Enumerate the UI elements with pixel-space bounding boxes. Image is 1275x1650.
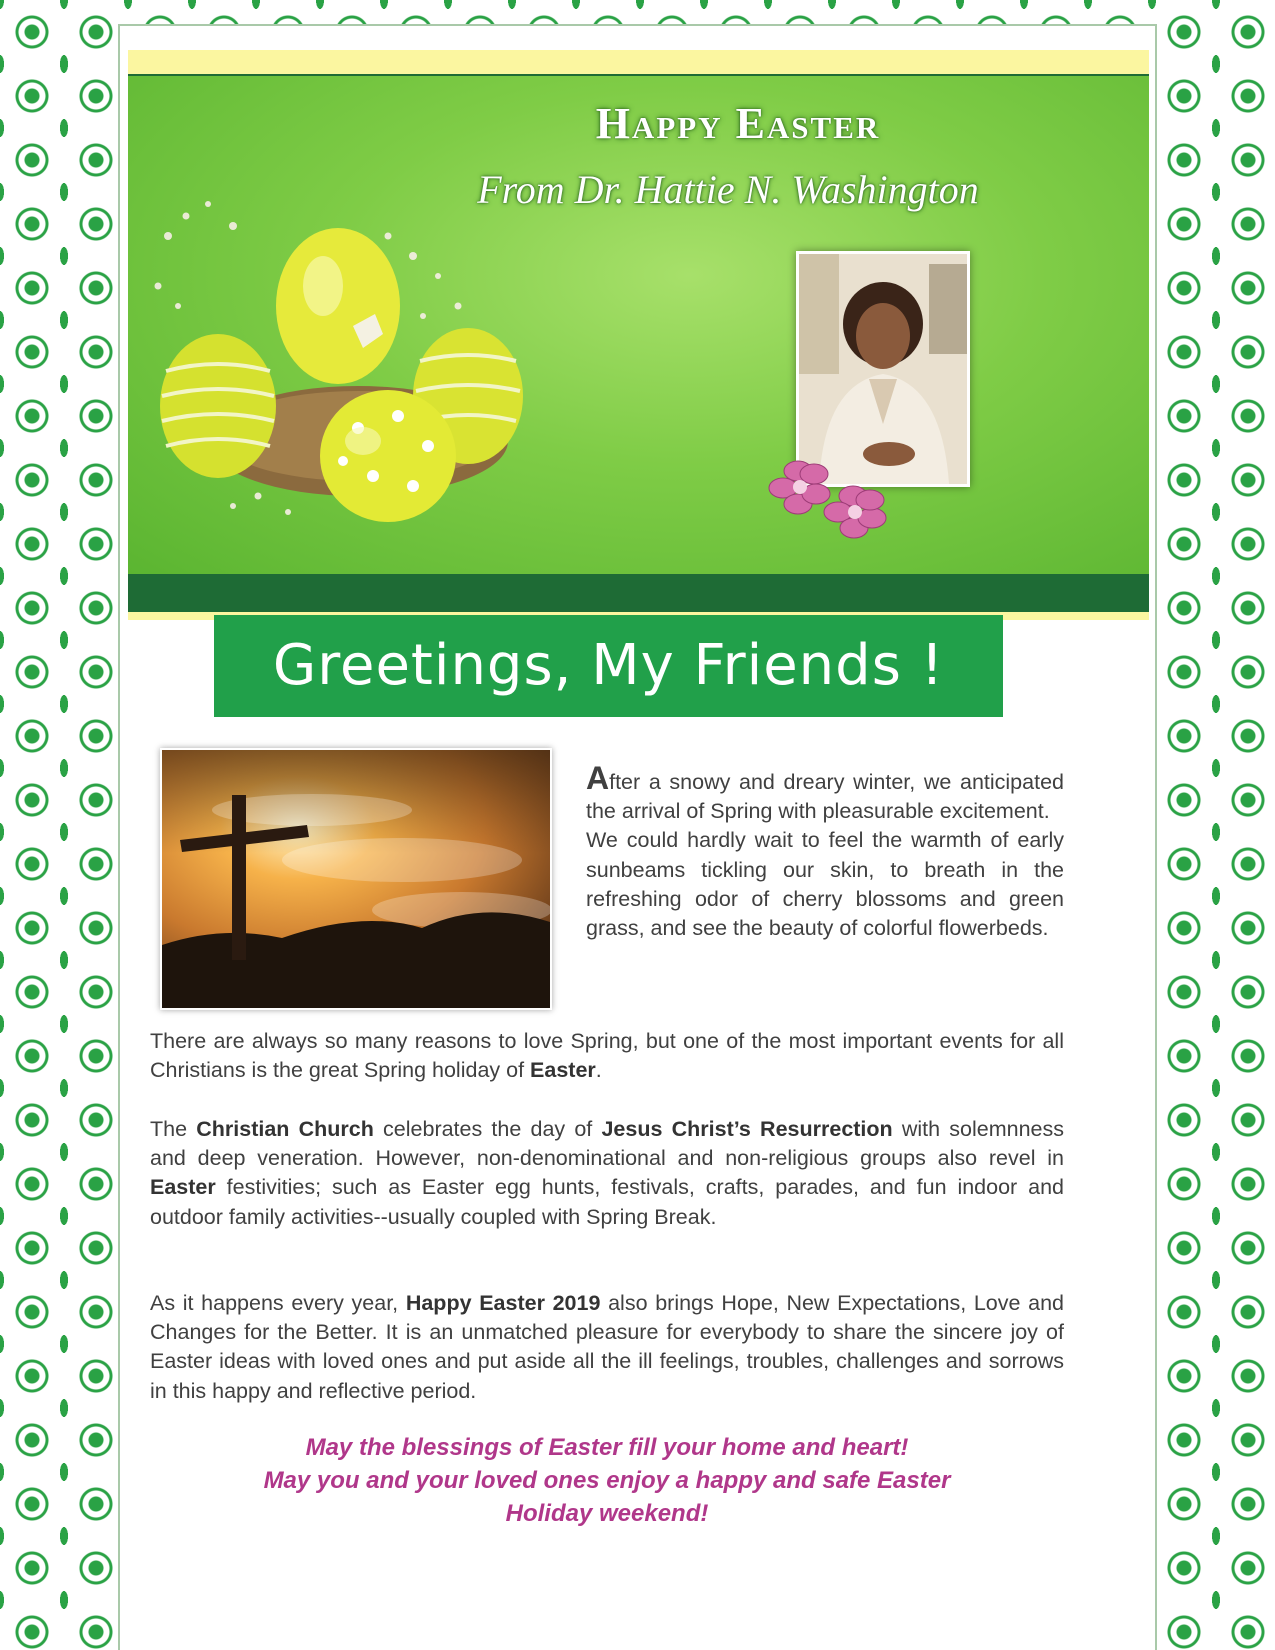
church-text-c: celebrates the day of bbox=[373, 1117, 602, 1141]
easter-eggs-image bbox=[138, 196, 558, 526]
church-paragraph bbox=[150, 1115, 1064, 1232]
church-text-a: The bbox=[150, 1117, 197, 1141]
spring-text: There are always so many reasons to love Spring, but one of the most important events for all Christians is the great Spring holiday of bbox=[150, 1029, 1064, 1083]
church-text-e: with solemnness and deep veneration. However, non-denominational and non-religious groups also revel in bbox=[150, 1117, 1065, 1171]
banner-title: Happy Easter bbox=[595, 99, 881, 148]
closing-line-3: Holiday weekend! bbox=[505, 1500, 709, 1527]
resurrection-bold: Jesus Christ’s Resurrection bbox=[601, 1117, 893, 1141]
cross-icon bbox=[162, 750, 550, 1008]
easter-banner bbox=[128, 50, 1149, 620]
banner-green-field bbox=[128, 76, 1149, 574]
spring-paragraph bbox=[150, 1027, 1064, 1085]
drop-cap: A bbox=[586, 760, 610, 796]
banner-subtitle: From Dr. Hattie N. Washington bbox=[477, 167, 979, 212]
intro-paragraph bbox=[586, 760, 1064, 943]
closing-line-2: May you and your loved ones enjoy a happy and safe Easter bbox=[263, 1467, 951, 1494]
hope-text-c: also brings Hope, New Expectations, Love and Changes for the Better. It is an unmatched pleasure for everybody to share the sincere joy of Easter ideas with loved ones and put aside all the ill feelings, troubles, challenges and sorrows in this happy and reflective period. bbox=[150, 1291, 1065, 1403]
hope-text-a: As it happens every year, bbox=[150, 1291, 406, 1315]
easter-bold: Easter bbox=[530, 1058, 596, 1083]
newsletter-page bbox=[118, 24, 1157, 1650]
intro-text-1: fter a snowy and dreary winter, we anticipated the arrival of Spring with pleasurable excitement. bbox=[586, 770, 1064, 824]
greeting-heading: Greetings, My Friends ! bbox=[214, 615, 1003, 717]
easter-bold-2: Easter bbox=[150, 1175, 216, 1200]
church-text-g: festivities; such as Easter egg hunts, festivals, crafts, parades, and fun indoor and outdoor family activities--usually coupled with Spring Break. bbox=[150, 1175, 1064, 1229]
christian-church-bold: Christian Church bbox=[196, 1117, 374, 1141]
cross-photo bbox=[160, 748, 552, 1010]
flower-icon bbox=[768, 446, 888, 546]
hope-paragraph bbox=[150, 1289, 1064, 1406]
happy-easter-2019-bold: Happy Easter 2019 bbox=[405, 1291, 601, 1315]
closing-blessing bbox=[150, 1431, 1064, 1530]
closing-line-1: May the blessings of Easter fill your home and heart! bbox=[305, 1434, 909, 1461]
spring-text-end: . bbox=[595, 1058, 602, 1083]
intro-text-2: We could hardly wait to feel the warmth of early sunbeams tickling our skin, to breath in the refreshing odor of cherry blossoms and green grass, and see the beauty of colorful flowerbeds. bbox=[586, 828, 1064, 941]
